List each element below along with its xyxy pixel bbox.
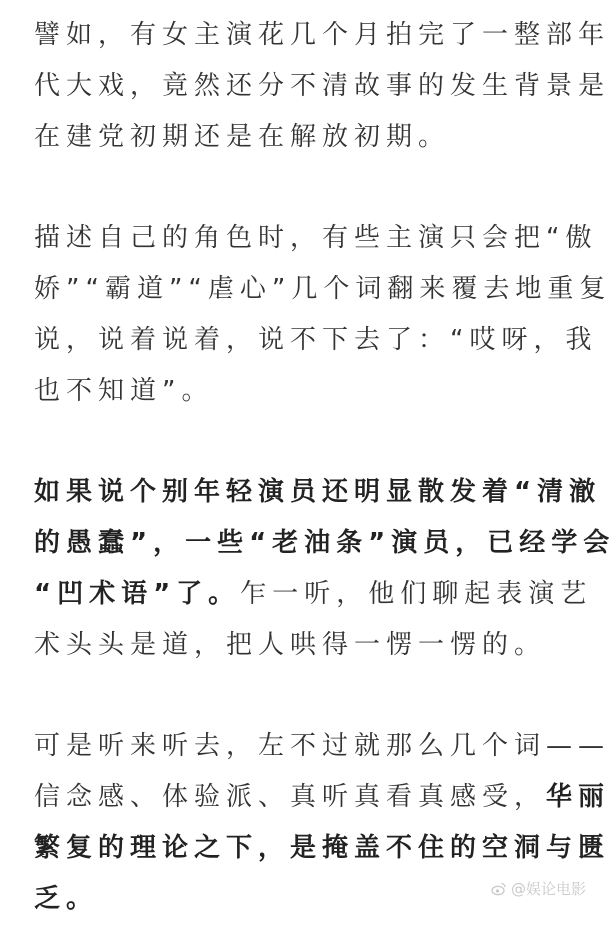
paragraph-3 — [34, 467, 615, 671]
text-line: 在建党初期还是在解放初期。 — [34, 122, 451, 152]
bold-text-line: 如果说个别年轻演员还明显散发着“清澈 — [34, 477, 602, 507]
bold-text-line: 乏。 — [34, 884, 99, 914]
bold-text-line: 繁复的理论之下，是掩盖不住的空洞与匮 — [34, 833, 611, 863]
watermark-text: @娱论电影 — [510, 880, 586, 898]
bold-text-line: 的愚蠢”，一些“老油条”演员，已经学会 — [34, 528, 615, 558]
bold-phrase: 华丽 — [546, 782, 611, 812]
text-line: 可是听来听去，左不过就那么几个词—— — [34, 731, 611, 761]
text-line: 说，说着说着，说不下去了：“哎呀，我 — [34, 325, 598, 355]
text-line: 譬如，有女主演花几个月拍完了一整部年 — [34, 20, 611, 50]
mixed-text-line — [34, 772, 611, 823]
normal-phrase: 乍一听，他们聊起表演艺 — [240, 579, 593, 609]
paragraph-2 — [34, 213, 612, 417]
mixed-text-line — [34, 569, 593, 620]
bold-phrase: “凹术语”了。 — [34, 579, 241, 609]
text-line: 娇”“霸道”“虐心”几个词翻来覆去地重复 — [34, 274, 612, 304]
normal-phrase: 信念感、体验派、真听真看真感受， — [34, 782, 547, 812]
text-line: 描述自己的角色时，有些主演只会把“傲 — [34, 223, 598, 253]
text-line: 术头头是道，把人哄得一愣一愣的。 — [34, 630, 547, 660]
weibo-logo-icon — [491, 881, 507, 897]
paragraph-1 — [34, 10, 611, 163]
text-line: 代大戏，竟然还分不清故事的发生背景是 — [34, 71, 611, 101]
article-body — [34, 10, 615, 925]
watermark — [491, 878, 586, 899]
text-line: 也不知道”。 — [34, 376, 214, 406]
